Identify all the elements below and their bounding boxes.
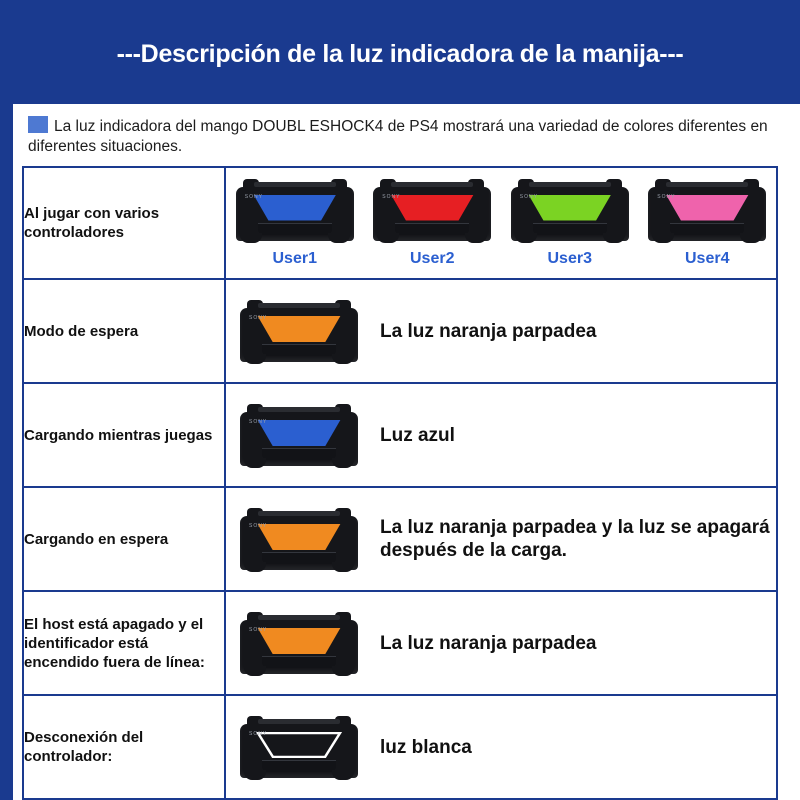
controller-with-text xyxy=(226,404,776,466)
controller-with-text xyxy=(226,300,776,362)
row-visual xyxy=(225,279,777,383)
row-label: Desconexión del controlador: xyxy=(23,695,225,799)
row-label: Cargando en espera xyxy=(23,487,225,591)
sony-logo: SONY xyxy=(249,731,268,737)
controller-bridge xyxy=(666,182,748,187)
controller-group xyxy=(226,179,776,268)
grip-right xyxy=(332,666,354,676)
touchpad xyxy=(670,223,744,235)
row-label: El host está apagado y el identificador está encendido fuera de línea: xyxy=(23,591,225,695)
controller-item xyxy=(648,179,766,268)
row-description: La luz naranja parpadea xyxy=(380,632,597,654)
row-visual xyxy=(225,695,777,799)
controller-bridge xyxy=(529,182,611,187)
touchpad xyxy=(258,223,332,235)
intro-text: La luz indicadora del mango DOUBL ESHOCK4 de PS4 mostrará una variedad de colores diferentes en diferentes situaciones. xyxy=(28,118,768,155)
bullet-square-icon xyxy=(28,116,48,133)
touchpad xyxy=(262,344,336,356)
sony-logo: SONY xyxy=(244,193,263,200)
sony-logo: SONY xyxy=(249,419,268,425)
controller-with-text xyxy=(226,612,776,674)
touchpad xyxy=(262,760,336,772)
row-description: Luz azul xyxy=(380,424,455,446)
row-visual xyxy=(225,167,777,279)
controller-icon xyxy=(373,179,491,241)
indicator-table xyxy=(22,166,778,800)
touchpad xyxy=(262,552,336,564)
touchpad xyxy=(533,223,607,235)
grip-left xyxy=(244,458,266,468)
controller-icon xyxy=(240,508,358,570)
controller-icon xyxy=(511,179,629,241)
grip-left xyxy=(652,233,674,243)
controller-item xyxy=(511,179,629,268)
sony-logo: SONY xyxy=(657,193,676,200)
left-accent-bar xyxy=(0,104,13,800)
table-row xyxy=(23,279,777,383)
grip-right xyxy=(332,562,354,572)
touchpad xyxy=(262,448,336,460)
grip-right xyxy=(332,458,354,468)
row-label: Al jugar con varios controladores xyxy=(23,167,225,279)
grip-right xyxy=(332,354,354,364)
grip-right xyxy=(603,233,625,243)
row-description: luz blanca xyxy=(380,736,472,758)
user-label: User2 xyxy=(410,249,455,267)
controller-bridge xyxy=(391,182,473,187)
table-row xyxy=(23,383,777,487)
sony-logo: SONY xyxy=(519,193,538,200)
row-label: Cargando mientras juegas xyxy=(23,383,225,487)
row-visual xyxy=(225,487,777,591)
grip-left xyxy=(240,233,262,243)
grip-right xyxy=(740,233,762,243)
controller-icon xyxy=(240,300,358,362)
row-visual xyxy=(225,383,777,487)
grip-left xyxy=(515,233,537,243)
grip-right xyxy=(332,770,354,780)
row-description: La luz naranja parpadea xyxy=(380,320,597,342)
grip-right xyxy=(465,233,487,243)
grip-left xyxy=(244,666,266,676)
grip-left xyxy=(244,562,266,572)
sony-logo: SONY xyxy=(249,523,268,529)
grip-left xyxy=(377,233,399,243)
row-visual xyxy=(225,591,777,695)
controller-icon xyxy=(648,179,766,241)
table-row xyxy=(23,167,777,279)
table-row xyxy=(23,487,777,591)
controller-icon xyxy=(240,612,358,674)
user-label: User4 xyxy=(685,249,730,267)
sony-logo: SONY xyxy=(249,315,268,321)
touchpad xyxy=(262,656,336,668)
table-row xyxy=(23,591,777,695)
controller-item xyxy=(236,179,354,268)
row-description: La luz naranja parpadea y la luz se apagará después de la carga. xyxy=(380,517,770,561)
controller-with-text xyxy=(226,508,776,570)
controller-bridge xyxy=(254,182,336,187)
controller-item xyxy=(373,179,491,268)
grip-left xyxy=(244,354,266,364)
user-label: User3 xyxy=(547,249,592,267)
page-title: ---Descripción de la luz indicadora de la manija--- xyxy=(116,40,684,68)
controller-with-text xyxy=(226,716,776,778)
grip-right xyxy=(328,233,350,243)
sony-logo: SONY xyxy=(382,193,401,200)
grip-left xyxy=(244,770,266,780)
table-row xyxy=(23,695,777,799)
user-label: User1 xyxy=(272,249,317,267)
sony-logo: SONY xyxy=(249,627,268,633)
controller-icon xyxy=(236,179,354,241)
intro-note xyxy=(28,116,788,157)
row-label: Modo de espera xyxy=(23,279,225,383)
controller-icon xyxy=(240,716,358,778)
touchpad xyxy=(395,223,469,235)
controller-icon xyxy=(240,404,358,466)
